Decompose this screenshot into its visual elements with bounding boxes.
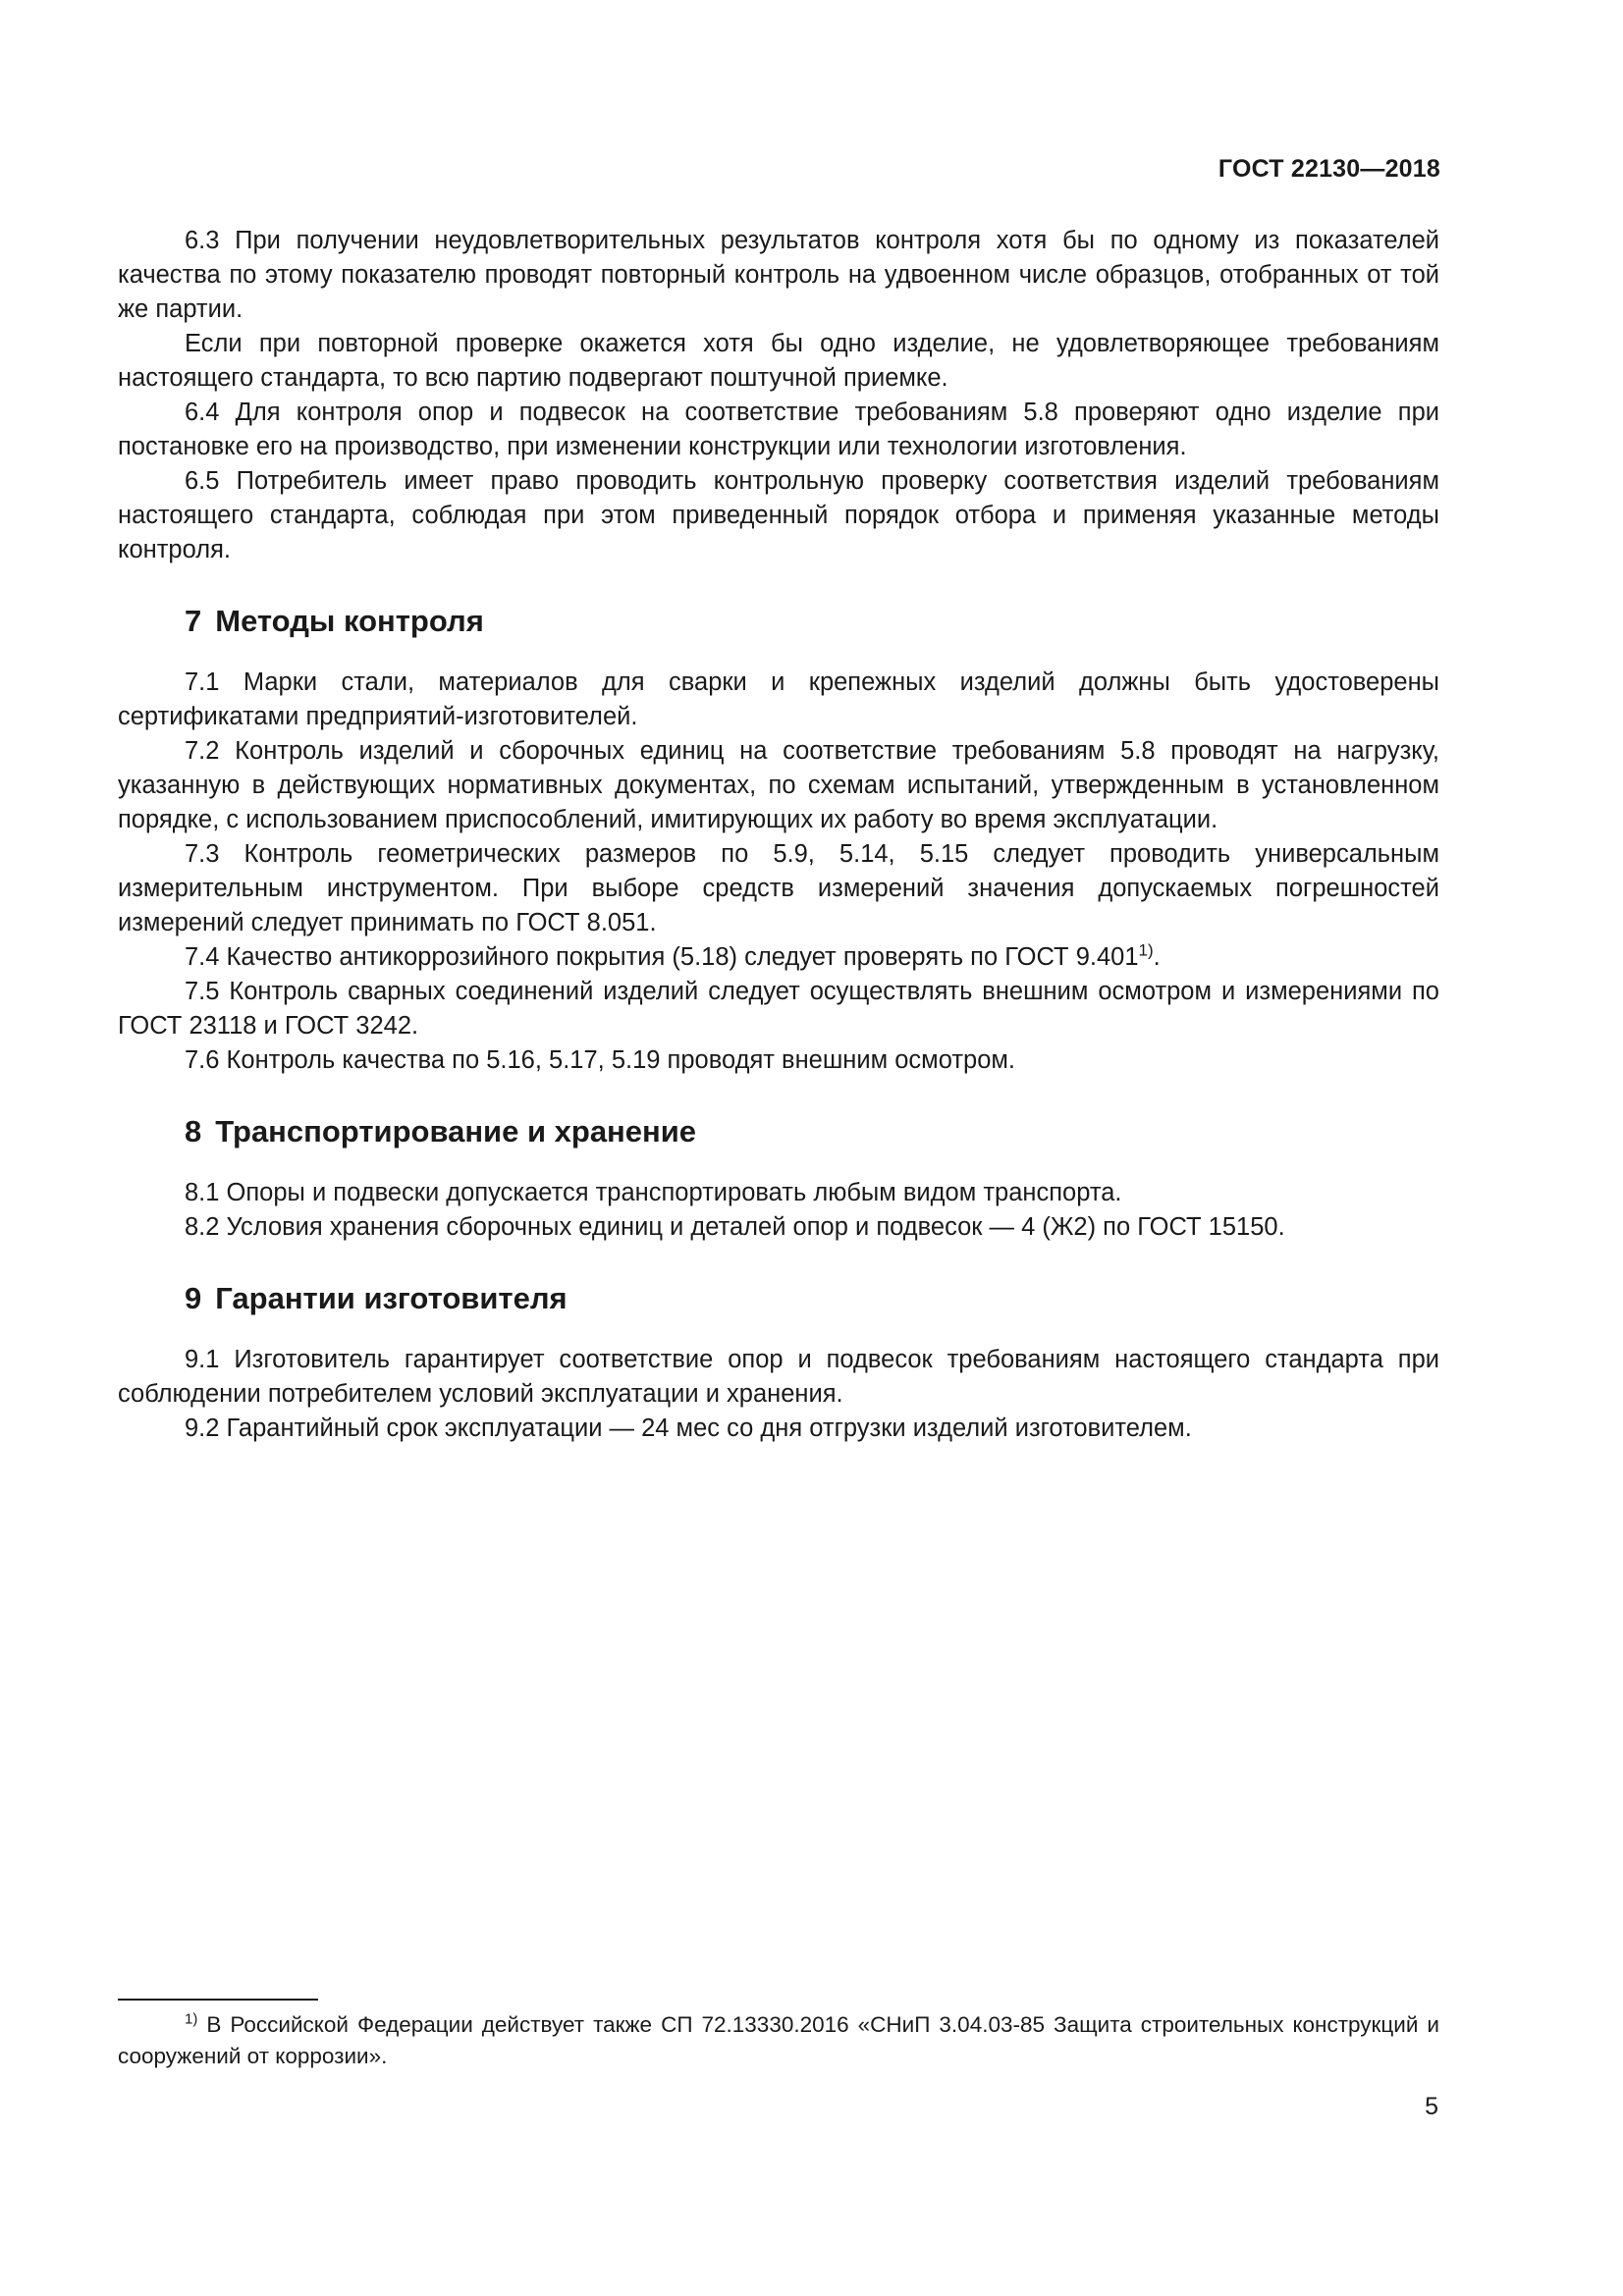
section-heading-7 [185, 603, 1439, 640]
paragraph-7-4 [118, 940, 1439, 975]
paragraph-6-4: 6.4 Для контроля опор и подвесок на соответствие требованиям 5.8 проверяют одно изделие при постановке его на производство, при изменении конструкции или технологии изготовления. [118, 399, 1439, 460]
paragraph-6-3: 6.3 При получении неудовлетворительных результатов контроля хотя бы по одному из показателей качества по этому показателю проводят повторный контроль на удвоенном числе образцов, отобранных от той же партии. [118, 227, 1439, 323]
paragraph-7-1: 7.1 Марки стали, материалов для сварки и крепежных изделий должны быть удостоверены сертификатами предприятий-изготовителей. [118, 668, 1439, 730]
paragraph-7-6: 7.6 Контроль качества по 5.16, 5.17, 5.19 проводят внешним осмотром. [185, 1046, 1015, 1074]
paragraph-7-3: 7.3 Контроль геометрических размеров по 5.9, 5.14, 5.15 следует проводить универсальным измерительным инструментом. При выборе средств измерений значения допускаемых погрешностей измерений следует принимать по ГОСТ 8.051. [118, 840, 1439, 936]
paragraph-6-5: 6.5 Потребитель имеет право проводить контрольную проверку соответствия изделий требованиям настоящего стандарта, соблюдая при этом приведенный порядок отбора и применяя указанные методы контроля. [118, 467, 1439, 563]
paragraph-8-2: 8.2 Условия хранения сборочных единиц и деталей опор и подвесок — 4 (Ж2) по ГОСТ 15150. [185, 1213, 1285, 1241]
section-title: Транспортирование и хранение [215, 1114, 697, 1148]
section-number: 7 [185, 604, 202, 638]
section-number: 9 [185, 1281, 202, 1315]
paragraph-9-1: 9.1 Изготовитель гарантирует соответствие опор и подвесок требованиям настоящего стандарта при соблюдении потребителем условий эксплуатации и хранения. [118, 1346, 1439, 1408]
paragraph-7-2: 7.2 Контроль изделий и сборочных единиц на соответствие требованиям 5.8 проводят на нагрузку, указанную в действующих нормативных документах, по схемам испытаний, утвержденным в установленном порядке, с использованием приспособлений, имитирующих их работу во время эксплуатации. [118, 737, 1439, 833]
footnote-separator [118, 1999, 318, 2001]
footnote-reference: 1) [1138, 940, 1154, 960]
paragraph-8-1: 8.1 Опоры и подвески допускается транспортировать любым видом транспорта. [185, 1179, 1122, 1206]
footnote-marker: 1) [185, 2010, 198, 2028]
paragraph-7-4-end: . [1153, 943, 1161, 971]
paragraph-7-5: 7.5 Контроль сварных соединений изделий следует осуществлять внешним осмотром и измерениями по ГОСТ 23118 и ГОСТ 3242. [118, 978, 1439, 1040]
paragraph-7-4-text: 7.4 Качество антикоррозийного покрытия (5.18) следует проверять по ГОСТ 9.401 [185, 943, 1139, 971]
page-number: 5 [1425, 2093, 1438, 2120]
footnote [118, 2009, 1439, 2072]
page-body [118, 224, 1439, 1446]
footnote-text: В Российской Федерации действует также СП 72.13330.2016 «СНиП 3.04.03-85 Защита строительных конструкций и сооружений от коррозии». [118, 2012, 1439, 2068]
section-number: 8 [185, 1114, 202, 1148]
section-title: Гарантии изготовителя [215, 1281, 568, 1315]
section-title: Методы контроля [215, 604, 484, 638]
paragraph-6-3-cont: Если при повторной проверке окажется хотя бы одно изделие, не удовлетворяющее требованиям настоящего стандарта, то всю партию подвергают поштучной приемке. [118, 330, 1439, 392]
section-heading-9 [185, 1280, 1439, 1317]
paragraph-9-2: 9.2 Гарантийный срок эксплуатации — 24 мес со дня отгрузки изделий изготовителем. [185, 1415, 1192, 1442]
section-heading-8 [185, 1113, 1439, 1150]
document-header: ГОСТ 22130—2018 [1217, 155, 1440, 183]
